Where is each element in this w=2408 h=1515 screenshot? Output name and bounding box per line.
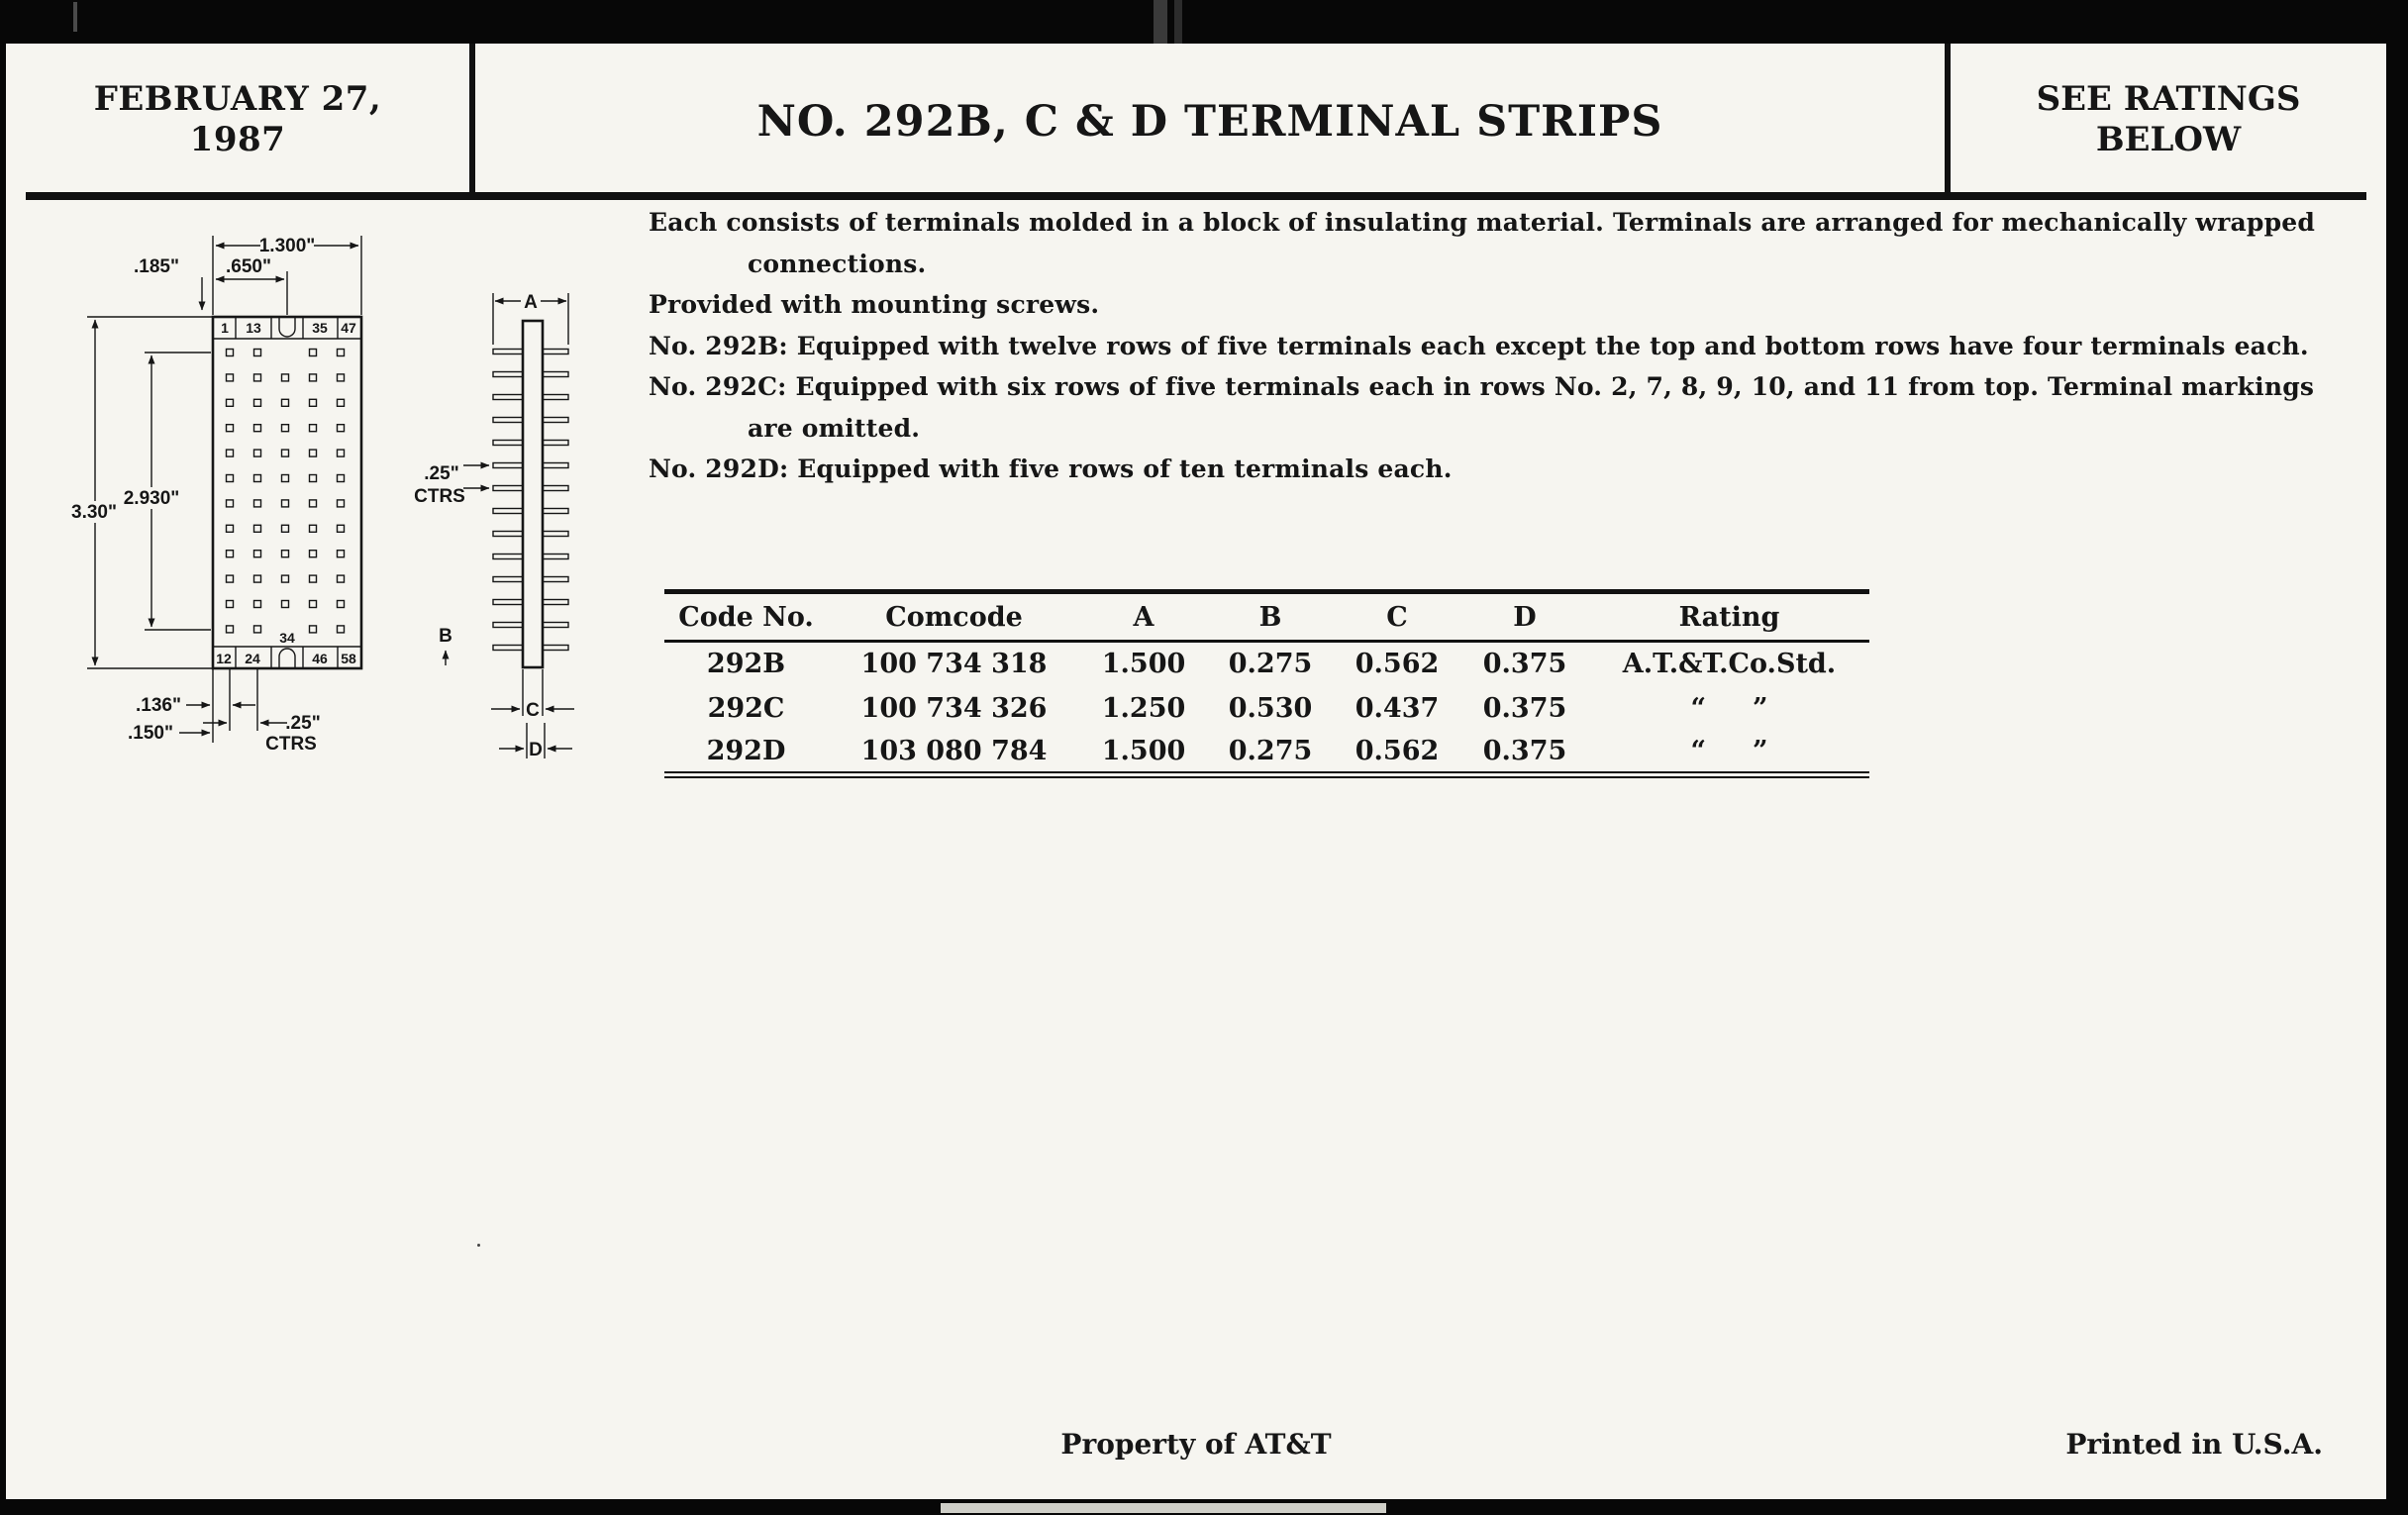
header-ratings-note (1951, 79, 2386, 160)
terminal-number: 1 (221, 320, 229, 336)
col-header-code: Code No. (664, 592, 828, 642)
dim-label-half: .650" (226, 256, 271, 277)
date-line-1: FEBRUARY 27, (93, 79, 382, 119)
ratings-line-2: BELOW (2095, 120, 2242, 159)
description-line: Each consists of terminals molded in a block of insulating material. Terminals are arranged for mechanically wrapped (649, 208, 2316, 237)
dim-label-150: .150" (128, 723, 173, 744)
cell-a: 1.250 (1101, 692, 1186, 724)
description-line: No. 292D: Equipped with five rows of ten terminals each. (649, 454, 1453, 483)
cell-code: 292B (706, 649, 786, 680)
cell-c: 0.562 (1354, 735, 1440, 766)
dim-label-a: A (524, 292, 538, 313)
cell-d: 0.375 (1482, 692, 1567, 724)
dim-label-b: B (439, 626, 452, 647)
dim-label-outer-height: 3.30" (71, 502, 117, 523)
cell-rating: “ ” (1690, 692, 1768, 724)
dim-label-side-ctrs: CTRS (414, 486, 465, 507)
terminal-number: 47 (341, 320, 356, 336)
side-pins (493, 350, 568, 651)
side-dimensions (414, 292, 574, 760)
scan-artifact (73, 2, 77, 32)
cell-code: 292D (706, 735, 786, 766)
table-row (664, 686, 1869, 731)
cell-a: 1.500 (1101, 649, 1186, 680)
cell-b: 0.275 (1228, 649, 1313, 680)
description (649, 202, 2315, 490)
scan-artifact (1174, 0, 1182, 44)
terminal-number: 46 (312, 651, 328, 666)
col-header-comcode: Comcode (828, 592, 1080, 642)
spec-table (664, 589, 1869, 778)
cell-b: 0.275 (1228, 735, 1313, 766)
table-row (664, 731, 1869, 775)
table-header-row (664, 592, 1869, 642)
description-line: connections. (748, 249, 927, 278)
description-line: Provided with mounting screws. (649, 290, 1100, 319)
dim-label-c: C (526, 700, 540, 721)
dim-label-offset: .185" (134, 256, 179, 277)
cell-c: 0.562 (1354, 649, 1440, 680)
dim-label-front-ctrs-value: .25" (285, 713, 321, 734)
header-date (6, 79, 469, 160)
dim-label-inner-height: 2.930" (123, 488, 180, 509)
terminal-strip-diagram (57, 216, 612, 770)
scan-artifact (941, 1503, 1386, 1513)
cell-d: 0.375 (1482, 649, 1567, 680)
col-header-d: D (1460, 592, 1589, 642)
date-line-2: 1987 (189, 120, 286, 159)
description-line: No. 292C: Equipped with six rows of five terminals each in rows No. 2, 7, 8, 9, 10, and 11 from top. Terminal markings (649, 372, 2315, 401)
scan-artifact (477, 1244, 480, 1247)
dim-label-d: D (529, 740, 543, 760)
terminal-number: 24 (245, 651, 260, 666)
dim-label-136: .136" (136, 695, 181, 716)
col-header-c: C (1334, 592, 1460, 642)
col-header-rating: Rating (1589, 592, 1869, 642)
cell-code: 292C (707, 692, 785, 724)
cell-comcode: 103 080 784 (860, 735, 1048, 766)
cell-comcode: 100 734 326 (860, 692, 1048, 724)
footer-printed-notice: Printed in U.S.A. (2065, 1428, 2323, 1461)
terminal-number: 12 (216, 651, 232, 666)
dim-label-front-ctrs: CTRS (265, 734, 317, 755)
bottom-mounting-slot (279, 649, 295, 668)
cell-rating: A.T.&T.Co.Std. (1622, 649, 1837, 680)
dim-label-side-ctrs-value: .25" (424, 463, 459, 484)
terminal-number: 34 (279, 630, 295, 646)
cell-d: 0.375 (1482, 735, 1567, 766)
scan-artifact (1154, 0, 1167, 44)
header-rule (26, 192, 2366, 200)
cell-comcode: 100 734 318 (860, 649, 1048, 680)
col-header-b: B (1207, 592, 1334, 642)
col-header-a: A (1080, 592, 1207, 642)
front-view (213, 317, 361, 668)
dim-label-width: 1.300" (258, 236, 316, 256)
ratings-line-1: SEE RATINGS (2036, 79, 2301, 119)
cell-a: 1.500 (1101, 735, 1186, 766)
cell-c: 0.437 (1354, 692, 1440, 724)
description-line: are omitted. (748, 413, 921, 443)
cell-b: 0.530 (1228, 692, 1313, 724)
footer-property-notice: Property of AT&T (1060, 1428, 1332, 1461)
side-view (493, 321, 568, 667)
terminal-number: 35 (312, 320, 328, 336)
table-row (664, 642, 1869, 686)
terminal-number: 58 (341, 651, 356, 666)
document-page (6, 44, 2386, 1499)
terminal-number: 13 (246, 320, 261, 336)
top-mounting-slot (279, 317, 295, 337)
page-title: NO. 292B, C & D TERMINAL STRIPS (756, 97, 1663, 147)
terminal-grid (227, 350, 345, 633)
description-line: No. 292B: Equipped with twelve rows of five terminals each except the top and bottom rows have four terminals each. (649, 331, 2309, 360)
cell-rating: “ ” (1690, 735, 1768, 766)
